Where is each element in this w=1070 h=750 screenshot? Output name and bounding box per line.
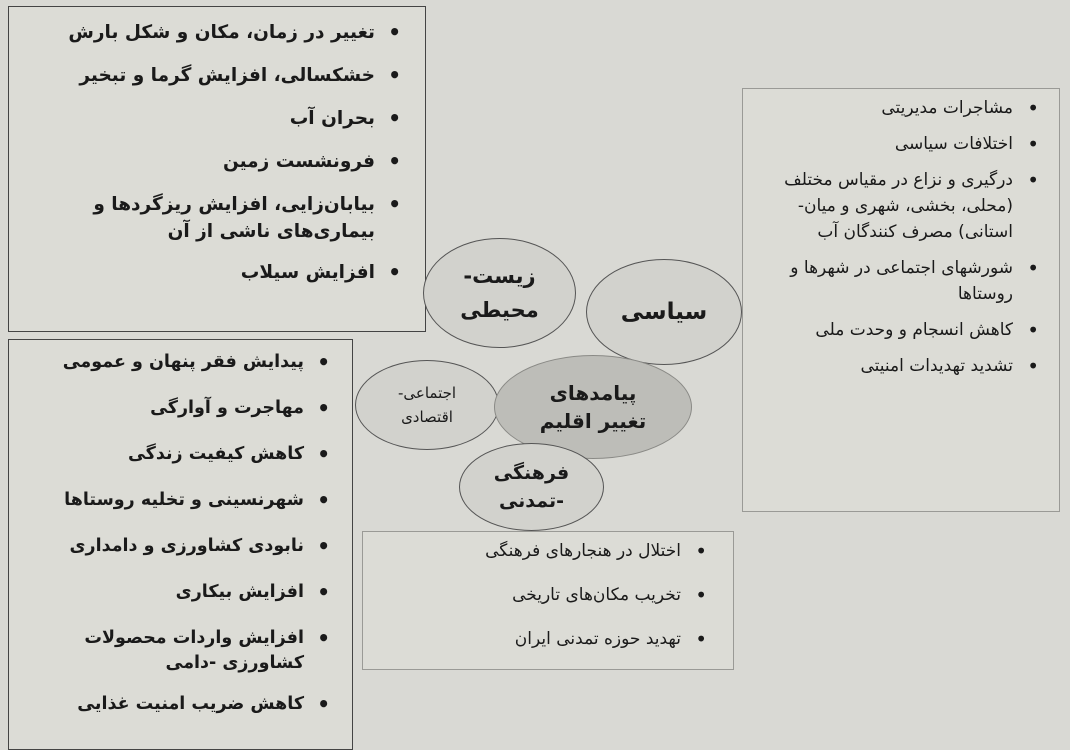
list-item: • تخریب مکان‌های تاریخی: [371, 584, 715, 607]
environmental-consequences-box: [8, 6, 426, 332]
political-consequences-box: [742, 88, 1060, 512]
list-item: • نابودی کشاورزی و دامداری: [17, 534, 338, 559]
list-item: • فرونشست زمین: [17, 148, 409, 175]
list-item: • افزایش بیکاری: [17, 580, 338, 605]
cultural-node-line2: -تمدنی: [498, 490, 565, 512]
list-item: • افزایش سیلاب: [17, 259, 409, 286]
environmental-node-line1: زیست-: [463, 264, 536, 288]
list-item: • اختلال در هنجارهای فرهنگی: [371, 540, 715, 563]
environmental-node: [423, 238, 576, 348]
list-item: • تغییر در زمان، مکان و شکل بارش: [17, 19, 409, 46]
center-node-line2: تغییر اقلیم: [539, 409, 647, 433]
list-item: • کاهش کیفیت زندگی: [17, 442, 338, 467]
cultural-node: [459, 443, 604, 531]
political-node: [586, 259, 742, 365]
list-item: • تشدید تهدیدات امنیتی: [751, 353, 1047, 379]
list-item: • تهدید حوزه تمدنی ایران: [371, 628, 715, 651]
cultural-consequences-box: [362, 531, 734, 670]
list-item: • شهرنسینی و تخلیه روستاها: [17, 488, 338, 513]
socioeconomic-node-line2: اقتصادی: [401, 408, 453, 426]
environmental-node-line2: محیطی: [460, 298, 539, 322]
list-item: • بحران آب: [17, 105, 409, 132]
socioeconomic-node: [355, 360, 499, 450]
center-node-line1: پیامدهای: [549, 381, 637, 405]
political-node-label: سیاسی: [620, 299, 708, 325]
list-item: • مهاجرت و آوارگی: [17, 396, 338, 421]
list-item: • افزایش واردات محصولات کشاورزی -دامی: [17, 626, 338, 676]
list-item: • خشکسالی، افزایش گرما و تبخیر: [17, 62, 409, 89]
socioeconomic-node-line1: اجتماعی-: [397, 384, 457, 402]
list-item: • پیدایش فقر پنهان و عمومی: [17, 350, 338, 375]
list-item: • کاهش انسجام و وحدت ملی: [751, 317, 1047, 343]
list-item: • کاهش ضریب امنیت غذایی: [17, 692, 338, 717]
socioeconomic-consequences-box: [8, 339, 353, 750]
list-item: • شورشهای اجتماعی در شهرها و روستاها: [751, 255, 1047, 307]
list-item: • مشاجرات مدیریتی: [751, 95, 1047, 121]
list-item: • اختلافات سیاسی: [751, 131, 1047, 157]
list-item: • بیابان‌زایی، افزایش ریزگردها و بیماری‌های ناشی از آن: [17, 191, 409, 245]
cultural-node-line1: فرهنگی: [493, 462, 570, 484]
list-item: • درگیری و نزاع در مقیاس مختلف (محلی، بخشی، شهری و میان-استانی) مصرف کنندگان آب: [751, 167, 1047, 245]
